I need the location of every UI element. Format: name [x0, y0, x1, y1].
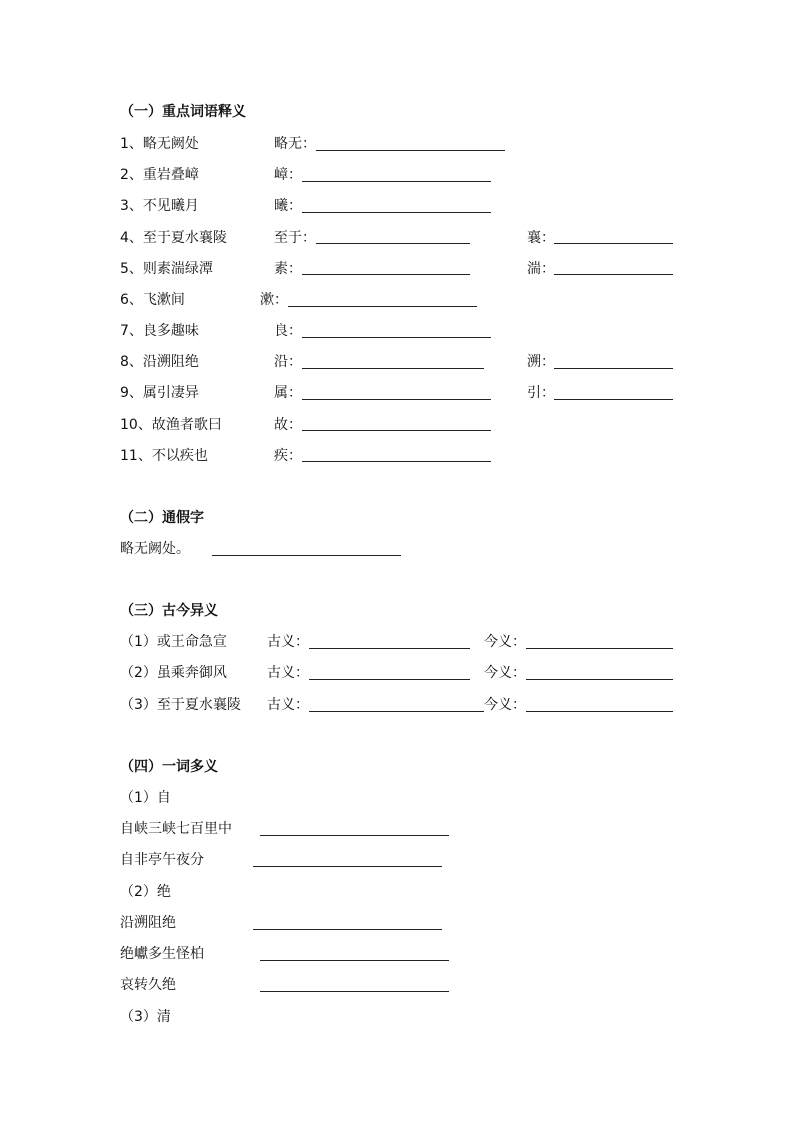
- answer-blank[interactable]: [260, 960, 449, 961]
- answer-blank[interactable]: [302, 337, 491, 338]
- item-label: 今义：: [484, 697, 526, 713]
- item-label: 襄：: [527, 230, 555, 246]
- section-heading: （四）一词多义: [120, 759, 218, 775]
- answer-blank[interactable]: [309, 648, 470, 649]
- item-label: 湍：: [527, 261, 555, 277]
- item-phrase: 自非亭午夜分: [120, 852, 204, 868]
- item-phrase: 沿溯阻绝: [120, 915, 176, 931]
- item-label: 古义：: [267, 634, 309, 650]
- item-label: 良：: [274, 323, 302, 339]
- answer-blank[interactable]: [554, 399, 673, 400]
- answer-blank[interactable]: [302, 274, 470, 275]
- item-phrase: （1）或王命急宣: [120, 634, 227, 650]
- item-phrase: 5、则素湍绿潭: [120, 261, 213, 277]
- answer-blank[interactable]: [309, 679, 470, 680]
- item-phrase: 绝巘多生怪柏: [120, 946, 204, 962]
- answer-blank[interactable]: [526, 679, 673, 680]
- item-phrase: 1、略无阙处: [120, 136, 199, 152]
- answer-blank[interactable]: [302, 368, 484, 369]
- item-phrase: 略无阙处。: [120, 541, 190, 557]
- item-label: 曦：: [274, 198, 302, 214]
- item-label: 略无：: [274, 136, 316, 152]
- subheading: （1）自: [120, 790, 171, 806]
- answer-blank[interactable]: [316, 150, 505, 151]
- answer-blank[interactable]: [253, 866, 442, 867]
- item-phrase: 9、属引凄异: [120, 385, 199, 401]
- item-phrase: 6、飞漱间: [120, 292, 185, 308]
- section-heading: （一）重点词语释义: [120, 104, 246, 120]
- item-label: 今义：: [484, 665, 526, 681]
- item-phrase: （2）虽乘奔御风: [120, 665, 227, 681]
- answer-blank[interactable]: [554, 243, 673, 244]
- answer-blank[interactable]: [288, 306, 477, 307]
- answer-blank[interactable]: [212, 555, 401, 556]
- answer-blank[interactable]: [253, 929, 442, 930]
- item-phrase: 哀转久绝: [120, 977, 176, 993]
- subheading: （2）绝: [120, 884, 171, 900]
- item-label: 属：: [274, 385, 302, 401]
- item-label: 古义：: [267, 697, 309, 713]
- item-phrase: 7、良多趣味: [120, 323, 199, 339]
- item-phrase: 4、至于夏水襄陵: [120, 230, 227, 246]
- answer-blank[interactable]: [302, 430, 491, 431]
- item-phrase: 3、不见曦月: [120, 198, 199, 214]
- item-label: 故：: [274, 417, 302, 433]
- item-phrase: 8、沿溯阻绝: [120, 354, 199, 370]
- item-phrase: 自峡三峡七百里中: [120, 821, 232, 837]
- item-label: 引：: [527, 385, 555, 401]
- item-label: 嶂：: [274, 167, 302, 183]
- item-phrase: （3）至于夏水襄陵: [120, 697, 241, 713]
- item-phrase: 2、重岩叠嶂: [120, 167, 199, 183]
- answer-blank[interactable]: [302, 181, 491, 182]
- section-heading: （二）通假字: [120, 510, 204, 526]
- section-heading: （三）古今异义: [120, 603, 218, 619]
- answer-blank[interactable]: [526, 711, 673, 712]
- answer-blank[interactable]: [302, 399, 491, 400]
- subheading: （3）清: [120, 1009, 171, 1025]
- item-label: 今义：: [484, 634, 526, 650]
- answer-blank[interactable]: [554, 274, 673, 275]
- item-label: 漱：: [260, 292, 288, 308]
- answer-blank[interactable]: [309, 711, 484, 712]
- answer-blank[interactable]: [260, 835, 449, 836]
- item-label: 沿：: [274, 354, 302, 370]
- item-label: 古义：: [267, 665, 309, 681]
- answer-blank[interactable]: [554, 368, 673, 369]
- item-phrase: 11、不以疾也: [120, 448, 208, 464]
- item-label: 溯：: [527, 354, 555, 370]
- answer-blank[interactable]: [260, 991, 449, 992]
- item-label: 至于：: [274, 230, 316, 246]
- item-label: 疾：: [274, 448, 302, 464]
- item-phrase: 10、故渔者歌曰: [120, 417, 222, 433]
- answer-blank[interactable]: [302, 212, 491, 213]
- answer-blank[interactable]: [302, 461, 491, 462]
- item-label: 素：: [274, 261, 302, 277]
- answer-blank[interactable]: [316, 243, 470, 244]
- answer-blank[interactable]: [526, 648, 673, 649]
